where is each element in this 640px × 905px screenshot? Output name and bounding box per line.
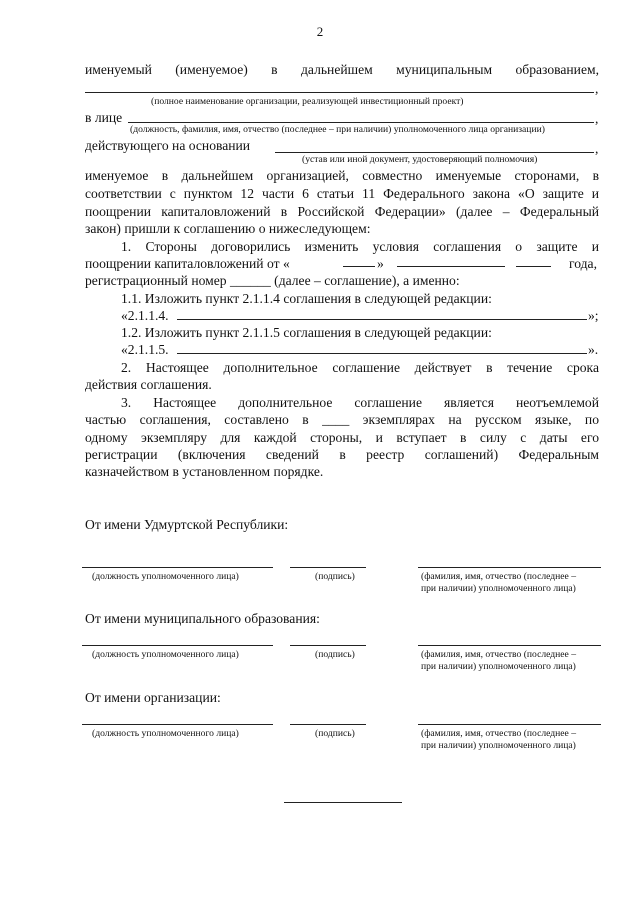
clause1-day-blank <box>343 266 375 267</box>
clause1-2-title: 1.2. Изложить пункт 2.1.1.5 соглашения в следующей редакции: <box>121 325 492 340</box>
signature-republic-name-caption-2: при наличии) уполномоченного лица) <box>421 583 576 594</box>
clause2-line-2: действия соглашения. <box>85 377 212 392</box>
signature-municipality-name-caption-2: при наличии) уполномоченного лица) <box>421 661 576 672</box>
signature-organization-sign-caption: (подпись) <box>315 728 355 739</box>
basis-line <box>275 152 594 153</box>
clause1-month-blank <box>397 266 505 267</box>
signature-republic-position-caption: (должность уполномоченного лица) <box>92 571 239 582</box>
signature-republic-position-line <box>82 567 273 568</box>
clause1-1-title: 1.1. Изложить пункт 2.1.1.4 соглашения в следующей редакции: <box>121 291 492 306</box>
signature-republic-name-caption-1: (фамилия, имя, отчество (последнее – <box>421 571 576 582</box>
signature-municipality-position-line <box>82 645 273 646</box>
clause1-2-item-end: ». <box>588 342 599 357</box>
org-name-line <box>85 92 594 93</box>
clause1-line-2-year: года, <box>569 256 597 271</box>
clause3-line-5: казначейством в установленном порядке. <box>85 464 324 479</box>
signature-municipality-sign-caption: (подпись) <box>315 649 355 660</box>
signature-republic-sign-line <box>290 567 366 568</box>
signature-organization-position-line <box>82 724 273 725</box>
person-caption: (должность, фамилия, имя, отчество (последнее – при наличии) уполномоченного лица организации) <box>130 124 545 135</box>
signature-organization-name-caption-1: (фамилия, имя, отчество (последнее – <box>421 728 576 739</box>
clause1-1-item-start: «2.1.1.4. <box>121 308 169 323</box>
signature-municipality-position-caption: (должность уполномоченного лица) <box>92 649 239 660</box>
signature-municipality-name-line <box>418 645 601 646</box>
body-line-3: поощрении капиталовложений в Российской Федерации» (далее – Федеральный <box>85 204 599 219</box>
clause1-1-item-end: »; <box>588 308 599 323</box>
clause1-line-2-quote: » <box>377 256 384 271</box>
person-line <box>128 122 594 123</box>
clause1-1-item-line <box>177 319 587 320</box>
clause3-line-1: 3. Настоящее дополнительное соглашение является неотъемлемой <box>121 395 599 410</box>
page-number: 2 <box>316 24 324 39</box>
signature-organization-name-line <box>418 724 601 725</box>
clause3-line-4: регистрации (включения сведений в реестр соглашений) Федеральным <box>85 447 599 462</box>
signature-heading-municipality: От имени муниципального образования: <box>85 611 320 626</box>
basis-caption: (устав или иной документ, удостоверяющий полномочия) <box>302 154 538 165</box>
clause3-line-3: одному экземпляру для каждой стороны, и вступает в силу с даты его <box>85 430 599 445</box>
intro-line-1: именуемый (именуемое) в дальнейшем муниципальным образованием, <box>85 62 599 77</box>
signature-municipality-name-caption-1: (фамилия, имя, отчество (последнее – <box>421 649 576 660</box>
basis-comma: , <box>595 141 599 156</box>
clause1-2-item-start: «2.1.1.5. <box>121 342 169 357</box>
clause1-line-3: регистрационный номер ______ (далее – соглашение), а именно: <box>85 273 460 288</box>
signature-heading-organization: От имени организации: <box>85 690 221 705</box>
basis-label: действующего на основании <box>85 138 251 153</box>
clause3-line-2: частью соглашения, составлено в ____ экземплярах на русском языке, по <box>85 412 599 427</box>
body-line-1: именуемое в дальнейшем организацией, совместно именуемые сторонами, в <box>85 168 599 183</box>
org-name-caption: (полное наименование организации, реализующей инвестиционный проект) <box>151 96 464 107</box>
signature-republic-sign-caption: (подпись) <box>315 571 355 582</box>
body-line-2: соответствии с пунктом 12 части 6 статьи 11 Федерального закона «О защите и <box>85 186 599 201</box>
signature-municipality-sign-line <box>290 645 366 646</box>
signature-organization-sign-line <box>290 724 366 725</box>
clause1-year-blank <box>516 266 551 267</box>
org-comma: , <box>595 81 599 96</box>
clause1-line-2-start: поощрении капиталовложений от « <box>85 256 290 271</box>
clause2-line-1: 2. Настоящее дополнительное соглашение действует в течение срока <box>121 360 599 375</box>
clause1-2-item-line <box>177 353 587 354</box>
signature-organization-name-caption-2: при наличии) уполномоченного лица) <box>421 740 576 751</box>
signature-heading-republic: От имени Удмуртской Республики: <box>85 517 289 532</box>
person-comma: , <box>595 111 599 126</box>
bottom-separator-line <box>284 802 402 803</box>
clause1-line-1: 1. Стороны договорились изменить условия соглашения о защите и <box>121 239 599 254</box>
body-line-4: закон) пришли к соглашению о нижеследующем: <box>85 221 371 236</box>
in-person-label: в лице <box>85 110 123 125</box>
signature-organization-position-caption: (должность уполномоченного лица) <box>92 728 239 739</box>
signature-republic-name-line <box>418 567 601 568</box>
